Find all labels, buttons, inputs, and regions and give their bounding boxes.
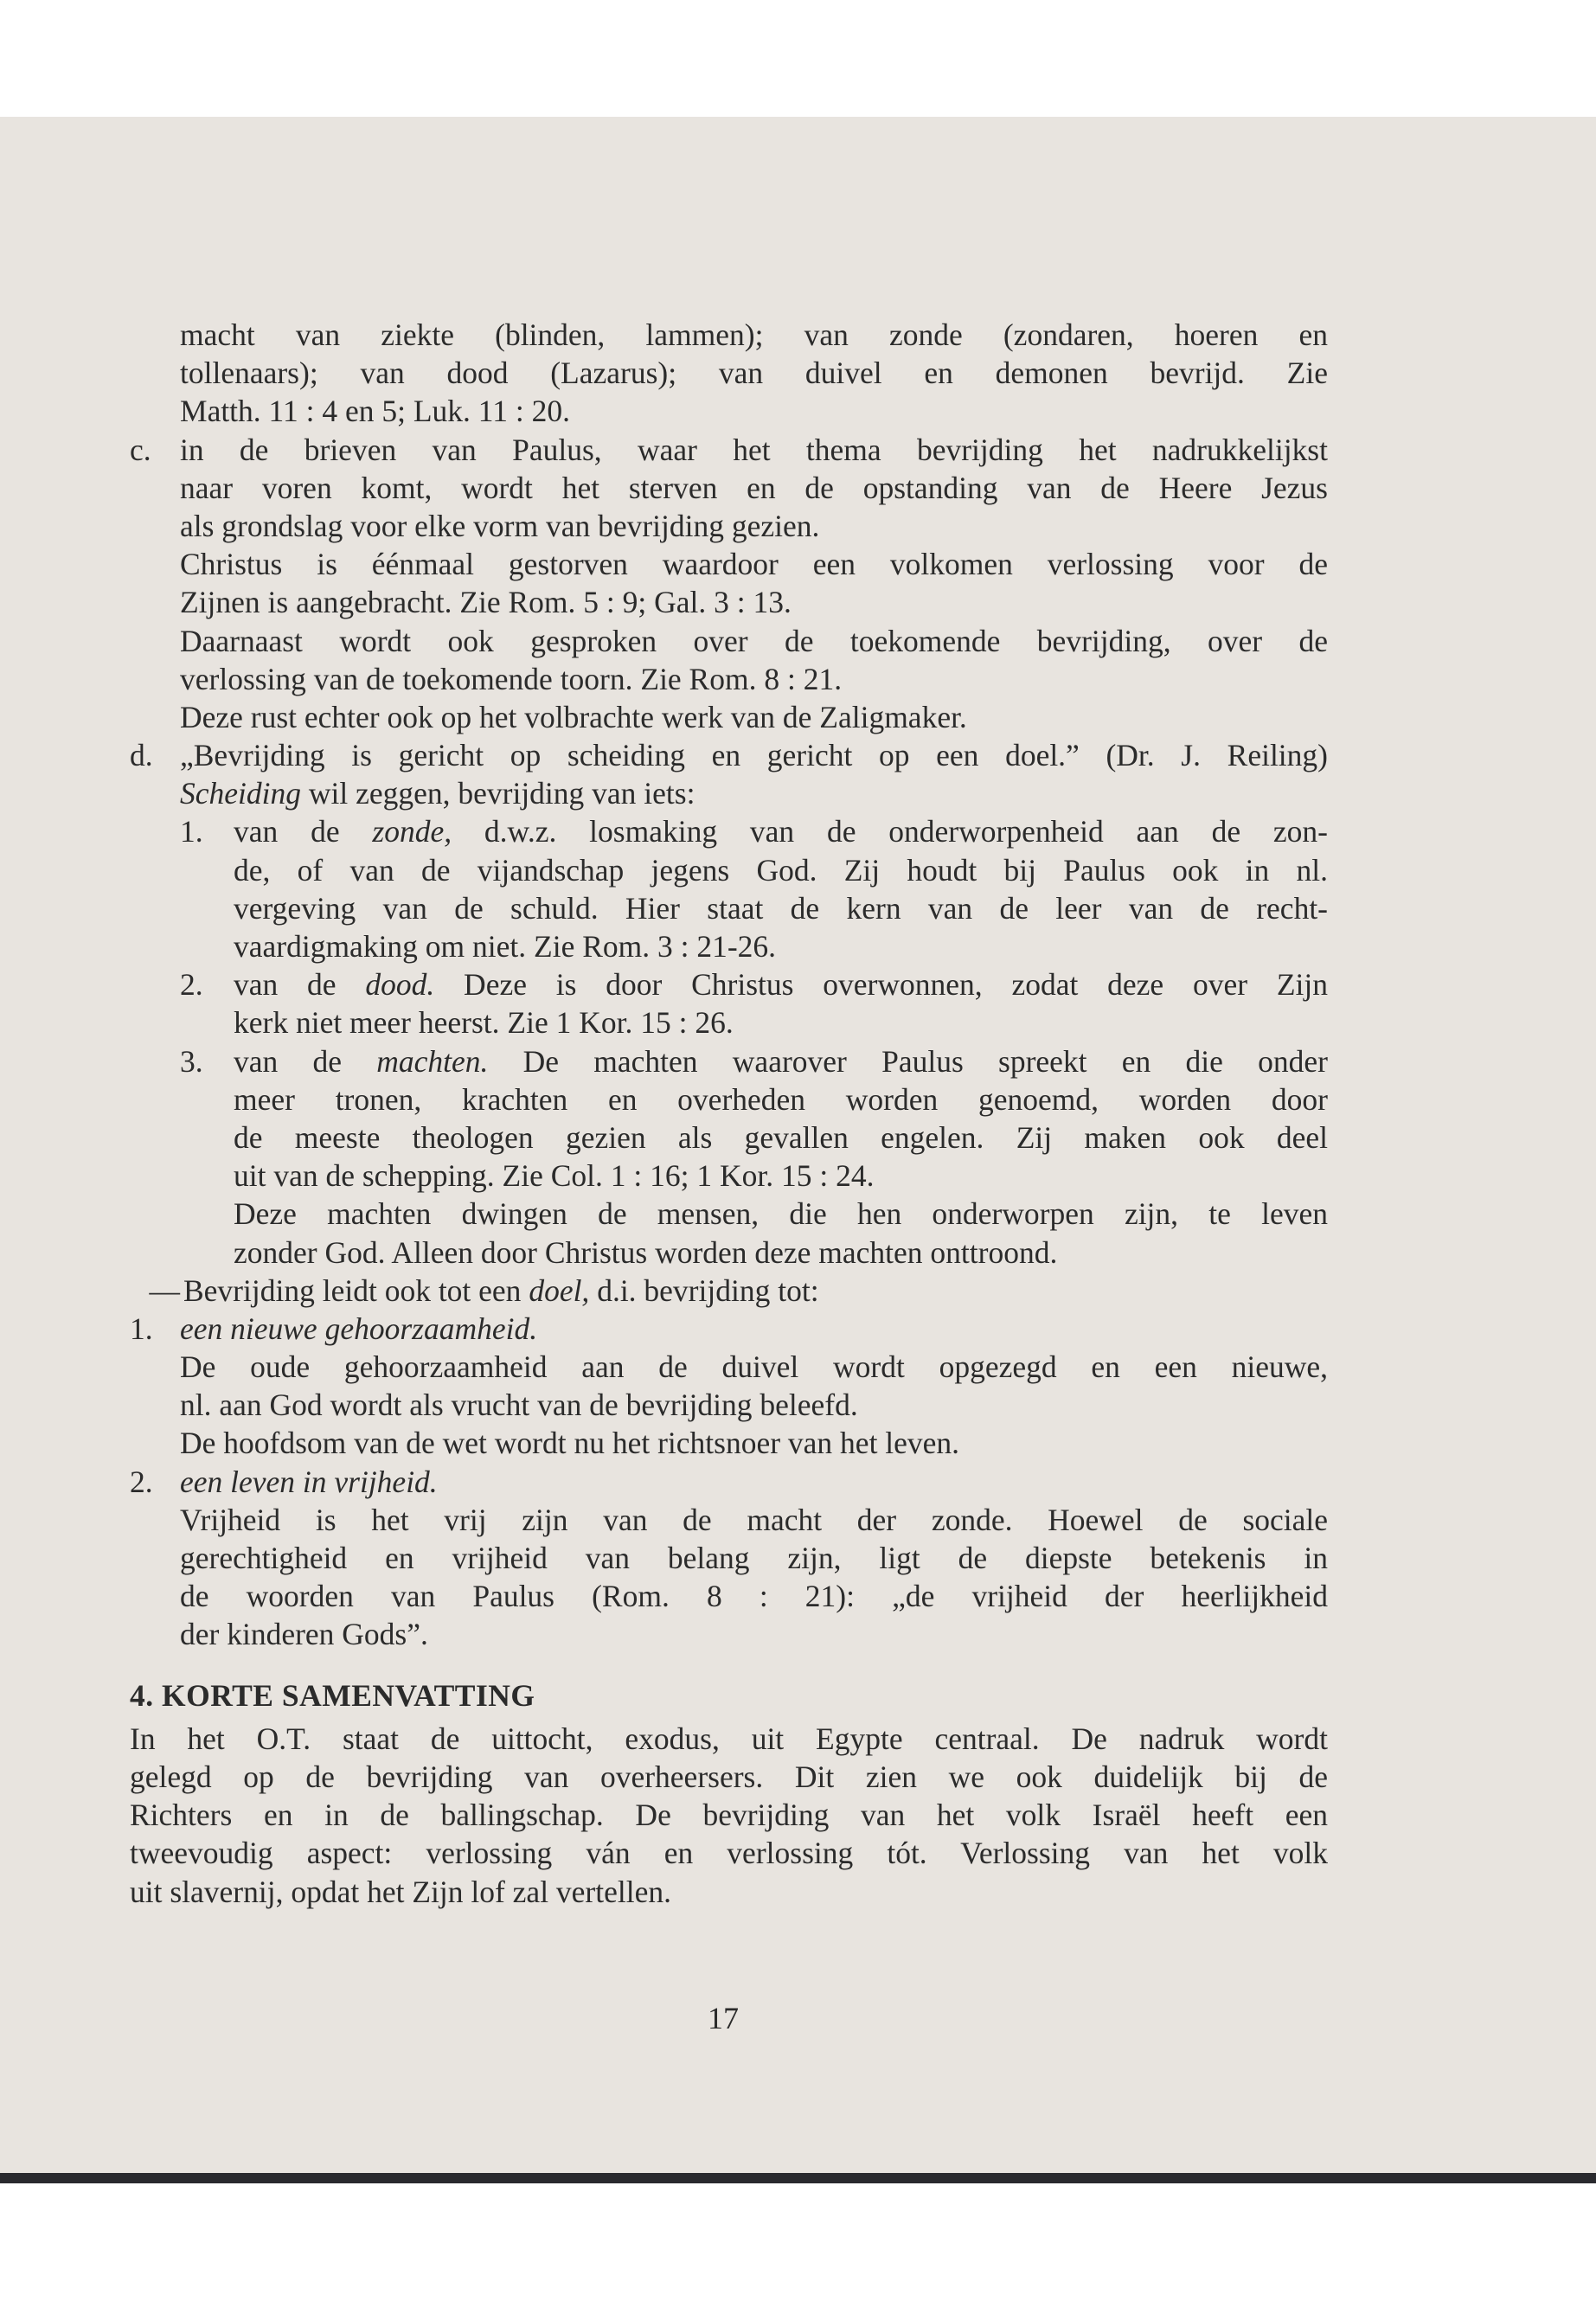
text-line: Vrijheid is het vrij zijn van de macht der zonde. Hoewel de sociale [180,1502,1328,1537]
text-line: gelegd op de bevrijding van overheersers. Dit zien we ook duidelijk bij de [130,1759,1328,1794]
em-dash-marker: — [149,1272,180,1308]
text-line: „Bevrijding is gericht op scheiding en gericht op een doel.” (Dr. J. Reiling) [180,738,1328,773]
page-bottom-edge [0,2173,1596,2183]
emphasis-text: doel, [529,1272,590,1308]
text-line: tweevoudig aspect: verlossing ván en verlossing tót. Verlossing van het volk [130,1836,1328,1871]
text-line: Deze machten dwingen de mensen, die hen onderworpen zijn, te leven [234,1196,1328,1232]
text-line: van de machten. De machten waarover Paulus spreekt en die onder [234,1043,1328,1079]
text-line: der kinderen Gods”. [180,1617,428,1652]
list-item-d [130,736,1328,1272]
text-line: als grondslag voor elke vorm van bevrijding gezien. [180,508,820,543]
list-item-sub-1 [180,812,1328,965]
text-line: de meeste theologen gezien als gevallen engelen. Zij maken ook deel [234,1119,1328,1155]
text-line: gerechtigheid en vrijheid van belang zijn, ligt de diepste betekenis in [180,1541,1328,1576]
page-body [130,316,1328,1911]
text-line: Bevrijding leidt ook tot een doel, d.i. bevrijding tot: [183,1272,819,1308]
list-marker: 2. [180,967,203,1003]
text-line: macht van ziekte (blinden, lammen); van zonde (zondaren, hoeren en [180,317,1328,352]
text-line: Deze rust echter ook op het volbrachte werk van de Zaligmaker. [180,699,967,734]
list-marker: d. [130,738,153,773]
page-number: 17 [708,2001,739,2035]
text-line: vaardigmaking om niet. Zie Rom. 3 : 21-26. [234,929,777,964]
text-line: meer tronen, krachten en overheden worden genoemd, worden door [234,1081,1328,1117]
list-item-sub-3 [180,1042,1328,1272]
text-line: vergeving van de schuld. Hier staat de kern van de leer van de recht- [234,890,1328,926]
list-marker: 3. [180,1043,203,1079]
text-line: De hoofdsom van de wet wordt nu het richtsnoer van het leven. [180,1426,960,1461]
text-line: In het O.T. staat de uittocht, exodus, uit Egypte centraal. De nadruk wordt [130,1721,1328,1756]
emphasis-text: zonde, [372,814,452,849]
list-item-sub-2 [180,965,1328,1042]
text-line: kerk niet meer heerst. Zie 1 Kor. 15 : 26. [234,1005,734,1041]
text-line: Scheiding wil zeggen, bevrijding van iets: [180,776,695,811]
list-marker: 1. [180,814,203,849]
list-marker: 1. [130,1311,153,1346]
item-title: een leven in vrijheid. [180,1464,438,1499]
section-heading: 4. KORTE SAMENVATTING [130,1677,535,1713]
text-line: tollenaars); van dood (Lazarus); van duivel en demonen bevrijd. Zie [180,356,1328,391]
text-line: de woorden van Paulus (Rom. 8 : 21): „de vrijheid der heerlijkheid [180,1579,1328,1614]
list-item-c [130,431,1328,737]
text-line: nl. aan God wordt als vrucht van de bevrijding beleefd. [180,1388,858,1423]
text-line: zonder God. Alleen door Christus worden deze machten onttroond. [234,1234,1058,1270]
text-line: verlossing van de toekomende toorn. Zie Rom. 8 : 21. [180,661,843,696]
goal-item-1 [130,1310,1328,1463]
text-line: Matth. 11 : 4 en 5; Luk. 11 : 20. [180,394,570,429]
text-line: Christus is éénmaal gestorven waardoor een volkomen verlossing voor de [180,547,1328,582]
emphasis-text: dood. [365,967,435,1003]
emphasis-text: Scheiding [180,776,301,811]
goal-item-2 [130,1463,1328,1654]
text-line: Richters en in de ballingschap. De bevrijding van het volk Israël heeft een [130,1798,1328,1833]
text-line: uit slavernij, opdat het Zijn lof zal vertellen. [130,1874,671,1909]
list-marker: c. [130,432,151,467]
list-marker: 2. [130,1464,153,1499]
text-line: naar voren komt, wordt het sterven en de opstanding van de Heere Jezus [180,470,1328,505]
text-line: Daarnaast wordt ook gesproken over de toekomende bevrijding, over de [180,623,1328,658]
text-line: Zijnen is aangebracht. Zie Rom. 5 : 9; Gal. 3 : 13. [180,585,792,620]
text-line: De oude gehoorzaamheid aan de duivel wordt opgezegd en een nieuwe, [180,1349,1328,1385]
dash-item [130,1272,1328,1310]
text-line: van de zonde, d.w.z. losmaking van de onderworpenheid aan de zon- [234,814,1328,849]
item-title: een nieuwe gehoorzaamheid. [180,1311,538,1346]
emphasis-text: machten. [376,1043,489,1079]
text-line: van de dood. Deze is door Christus overwonnen, zodat deze over Zijn [234,967,1328,1003]
text-line: in de brieven van Paulus, waar het thema bevrijding het nadrukkelijkst [180,432,1328,467]
text-line: uit van de schepping. Zie Col. 1 : 16; 1 Kor. 15 : 24. [234,1158,875,1194]
text-line: de, of van de vijandschap jegens God. Zij houdt bij Paulus ook in nl. [234,852,1328,888]
